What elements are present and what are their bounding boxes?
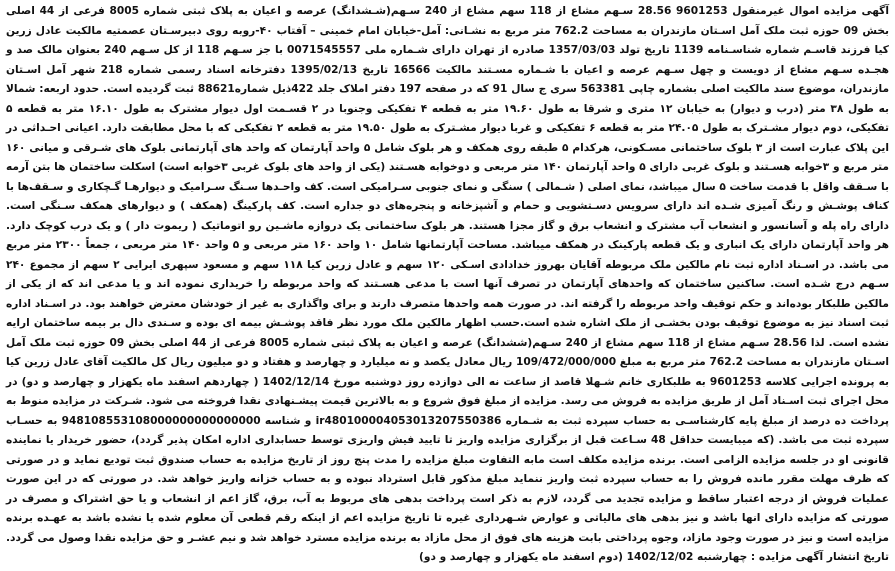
auction-notice-text: آگهی مزایده اموال غیرمنقول 9601253 28.56 سـهم مشاع از 118 سهم مشاع از 240 سـهم(شـشدانگ) عرصه و اعیان به پلاک ثبتی شماره 8005 فرعی از 44 اصلی بخش 09 حوزه ثبت ملک آمل اسـتان مازندران به مساحت 762.2 متر مربع به نشـانی: آمل-خیابان امام خمینی – آفتاب ۴۰-روبه روی دبیرسـتان عصمتیه مالکیت عادل زرین کیا فرزند قاسـم شماره شناسـنامه 1139 تاریخ تولد 1357/03/03 صادره از تهران دارای شـماره ملی 0071545557 با جز سـهم 118 از کل سـهم 240 بعنوان مالک صد و هجـده سـهم مشاع از دویست و چهل سـهم عرصه و اعیان با شـماره مسـتند مالکیت 16566 تاریخ 1395/02/13 دفترخانه اسناد رسمی شماره 218 شهر آمل اسـتان مازندران، موضوع سند مالکیت اصلی بشماره چاپی 563381 سری ج سال 91 که در صفحه 197 دفتر املاک جلد 422ذیل شماره88621 ثبت گردیده است. حدود اربعه: شمالا به طول ۳۸ متر (درب و دیوار) به خیابان ۱۲ متری و شرقا به طول ۱۹.۶۰ متر به قطعه ۴ تفکیکی وجنوبا در ۲ قسـمت اول دیوار مشترک به طول ۱۶.۱۰ متر به قطعه ۵ تفکیکی، دوم دیوار مشـترک به طول ۲۴.۰۵ متر به قطعه ۶ تفکیکی و غربا دیوار مشـترک به طول ۱۹.۵۰ متر به قطعه ۲ تفکیکی که با محل مطابقت دارد. اعیانی احـداثی در این پلاک عبارت است از ۳ بلوک ساختمانی مسـکونی، هرکدام ۵ طبقه روی همکف و هر بلوک شامل ۵ واحد آپارتمان که واحد های آپارتمانی بلوک های شـرقی و میانی ۱۶۰ متر مربع و ۳خوابه هسـتند و بلوک غربی دارای ۵ واحد آپارتمان ۱۴۰ متر مربعی و دوخوابه هسـتند (یکی از واحد های بلوک غربی ۳خوابه است) اسکلت ساختمان ها بتن آرمه با سـقف واقل با قدمت ساخت ۵ سال میباشد، نمای اصلی ( شـمالی ) سنگی و نمای جنوبی سـرامیکی است. کف واحـدها سـنگ سـرامیک و دیوارهـا گـچکاری و سـقف‌ها با کناف پوشـش و رنگ آمیزی شـده اند دارای سرویس دسـتشویی و حمام و آشپزخانه و پنجره‌های دو جداره است. کف پارکینگ (همکف ) و دیوارهای همکف سـنگی است. دارای راه پله و آسانسور و انشعاب آب مشترک و انشعاب برق و گاز مجزا هستند. هر بلوک ساختمانی یک دروازه ماشـین رو اتوماتیک ( ریموت دار ) و یک درب کوچک دارد. هر واحد آپارتمان دارای یک انباری و یک قطعه پارکینک در همکف میباشد. مساحت آپارتمانها شامل ۱۰ واحد ۱۶۰ متر مربعی و ۵ واحد ۱۴۰ متر مربعی ، جمعاً ۲۳۰۰ متر مربع می باشد. در اسـناد اداره ثبت نام مالکین ملک مربوطه آقایان بهروز خدادادی اسـکی ۱۲۰ سهم و عادل زرین کیا ۱۱۸ سهم و مسعود سپهری ایرایی ۲ سهم از مجموع ۲۴۰ سـهم درج شـده است. ساکنین ساختمان که واحدهای آپارتمان در تصرف آنها است با مدعی هسـتند که واحد مربوطه را خریداری نموده اند و یا مدعی اند که از یکی از مالکین طلبکار بوده‌اند و حکم توقیف واحد مربوطه را گرفته اند. در صورت همه واحدها متصرف دارند و برای واگذاری به غیر از خودشان معترض خواهند بود. در اسـناد اداره ثبت اسناد نیز به موضوع توقیف بودن بخشـی از ملک اشاره شده است.حسب اظهار مالکین ملک مورد نظر فاقد پوشـش بیمه ای بوده و سـندی دال بر بیمه ساختمان ارایه نشده است. لذا 28.56 سـهم مشاع از 118 سهم مشاع از 240 سـهم(ششدانگ) عرصه و اعیان به پلاک ثبتی شماره 8005 فرعی از 44 اصلی بخش 09 حوزه ثبت ملک آمل اسـتان مازندران به مساحت 762.2 متر مربع به مبلغ 109/472/000/000 ریال معادل یکصد و نه میلیارد و چهارصد و هفتاد و دو میلیون ریال کل مالکیت آقای عادل زرین کیا به پرونده اجرایی کلاسه 9601253 به طلبکاری خانم شـهلا قاصد از ساعت نه الی دوازده روز دوشنبه مورخ 1402/12/14 ( چهاردهم اسفند ماه یکهزار و چهارصد و دو) در محل اجرای ثبت اسـناد آمل از طریق مزایده به فروش می رسد. مزایده از مبلغ فوق شروع و به بالاترین قیمت پیشـنهادی نقدا فروخته می شود. شـرکت در مزایده منوط به پرداخت ده درصد از مبلغ پایه کارشناسـی به حساب سپرده ثبت به شـماره ir480100004053013207550386 و شناسه 948108553108000000000000000 به حسـاب سپرده ثبت می باشد. (که میبایست حداقل 48 سـاعت قبل از برگزاری مزایده واریز تا تایید فیش واریزی توسط حسابداری اداره امکان پذیر گردد)، حضور خریدار یا نماینده قانونی او در جلسه مزایده الزامی است. برنده مزایده مکلف است مابه التفاوت مبلغ مزایده را مدت پنج روز از تاریخ مزایده به حساب صندوق ثبت تودیع نماید و در صورتی که ظرف مهلت مقرر مانده فروش را به حساب سپرده ثبت واریز ننماید مبلغ مذکور قابل استرداد نبوده و به حساب خزانه واریز خواهد شد. در صورتی که در این صورت عملیات فروش از درجه اعتبار ساقط و مزایده تجدید می گردد، لازم به ذکر است پرداخت بدهی های مربوط به آب، برق، گاز اعم از انشعاب و یا حق اشتراک و مصرف در صورتی که مزایده دارای انها باشد و نیز بدهی های مالیاتی و عوارض شـهرداری غیره تا تاریخ مزایده اعم از اینکه رقم قطعی آن معلوم شده یا نشده باشد به عهـده برنده مزایده است و نیز در صورت وجود مازاد، وجوه پرداختی بابت هزینه های فوق از محل مازاد به برنده مزایده مسترد خواهد شد و نیم عشـر و حق مزایده نقدا وصول می گردد. تاریخ انتشار آگهی مزایده : چهارشنبه 1402/12/02 (دوم اسفند ماه یکهزار و چهارصد و دو) [6,5,890,563]
